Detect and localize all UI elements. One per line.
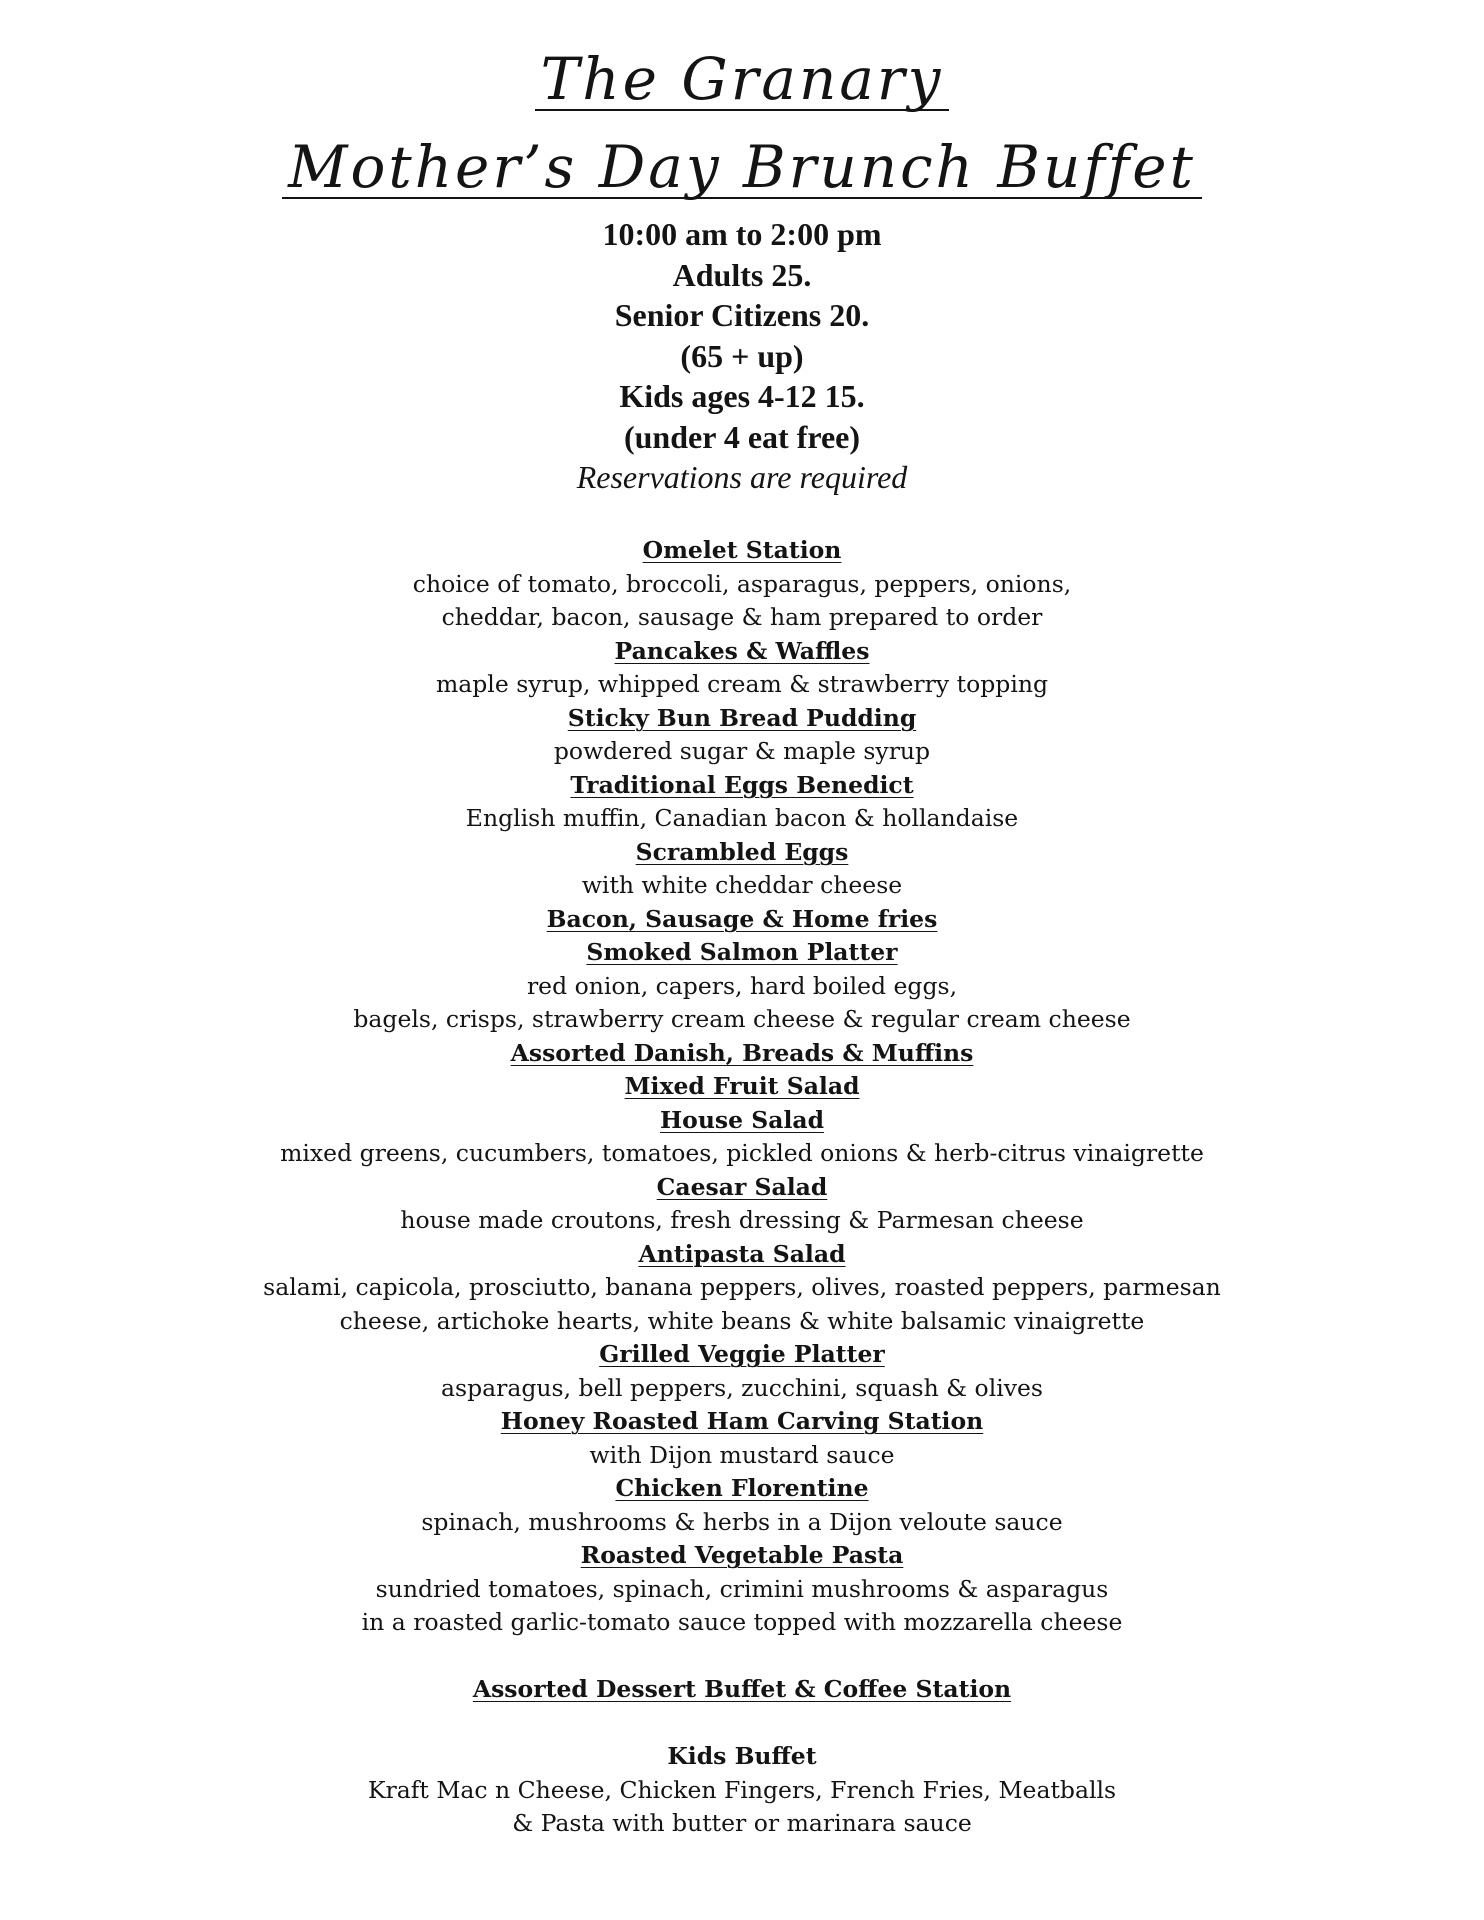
senior-age-note: (65 + up): [680, 337, 804, 374]
spacer: [0, 1640, 1484, 1674]
menu-sections: [0, 534, 1484, 1640]
menu-item-heading: Sticky Bun Bread Pudding: [567, 703, 917, 732]
menu-item-description: cheese, artichoke hearts, white beans & white balsamic vinaigrette: [339, 1306, 1145, 1335]
kids-buffet-heading: Kids Buffet: [667, 1742, 817, 1770]
menu-item-description: choice of tomato, broccoli, asparagus, peppers, onions,: [412, 569, 1072, 598]
menu-item-heading: Pancakes & Waffles: [614, 636, 870, 665]
menu-item-heading: Caesar Salad: [656, 1172, 828, 1201]
menu-item-heading: Smoked Salmon Platter: [586, 938, 898, 966]
menu-item-heading: House Salad: [659, 1105, 825, 1134]
menu-item-description: cheddar, bacon, sausage & ham prepared to order: [441, 603, 1043, 631]
menu-item-description: maple syrup, whipped cream & strawberry topping: [435, 670, 1049, 698]
spacer: [0, 1707, 1484, 1741]
menu-item-description: asparagus, bell peppers, zucchini, squash & olives: [441, 1373, 1043, 1402]
menu-item-description: house made croutons, fresh dressing & Parmesan cheese: [400, 1206, 1084, 1234]
menu-item-heading: Assorted Danish, Breads & Muffins: [510, 1038, 974, 1067]
menu-item-description: salami, capicola, prosciutto, banana peppers, olives, roasted peppers, parmesan: [263, 1273, 1221, 1301]
senior-price: Senior Citizens 20.: [614, 297, 870, 333]
menu-item-heading: Mixed Fruit Salad: [624, 1072, 860, 1100]
menu-item-description: mixed greens, cucumbers, tomatoes, pickled onions & herb-citrus vinaigrette: [280, 1139, 1204, 1167]
menu-item-description: powdered sugar & maple syrup: [553, 737, 931, 765]
menu-list: [0, 534, 1484, 1841]
menu-item-description: English muffin, Canadian bacon & hollandaise: [465, 804, 1019, 832]
menu-item-heading: Roasted Vegetable Pasta: [580, 1541, 904, 1569]
menu-item-description: bagels, crisps, strawberry cream cheese & regular cream cheese: [353, 1005, 1131, 1033]
kids-buffet-line: Kraft Mac n Cheese, Chicken Fingers, French Fries, Meatballs: [367, 1775, 1117, 1804]
kids-buffet-line: & Pasta with butter or marinara sauce: [512, 1809, 972, 1837]
menu-item-heading: Antipasta Salad: [638, 1239, 846, 1268]
menu-item-heading: Honey Roasted Ham Carving Station: [500, 1407, 984, 1435]
kids-free-note: (under 4 eat free): [623, 418, 861, 455]
menu-item-description: spinach, mushrooms & herbs in a Dijon veloute sauce: [421, 1507, 1063, 1536]
menu-item-heading: Scrambled Eggs: [635, 837, 849, 866]
menu-item-description: in a roasted garlic-tomato sauce topped with mozzarella cheese: [361, 1608, 1123, 1636]
hours: 10:00 am to 2:00 pm: [602, 216, 882, 252]
menu-item-description: sundried tomatoes, spinach, crimini mushrooms & asparagus: [375, 1574, 1109, 1603]
menu-item-heading: Bacon, Sausage & Home fries: [546, 904, 938, 933]
menu-item-heading: Chicken Florentine: [615, 1474, 869, 1502]
menu-item-heading: Traditional Eggs Benedict: [570, 770, 914, 799]
menu-item-description: with Dijon mustard sauce: [589, 1440, 895, 1469]
menu-item-description: red onion, capers, hard boiled eggs,: [526, 971, 958, 1000]
event-info: [0, 214, 1484, 498]
reservations-note: Reservations are required: [576, 459, 908, 495]
dessert-heading: Assorted Dessert Buffet & Coffee Station: [472, 1675, 1012, 1703]
menu-item-heading: Grilled Veggie Platter: [599, 1340, 885, 1368]
event-title: Mother’s Day Brunch Buffet: [0, 130, 1484, 204]
adult-price: Adults 25.: [672, 256, 812, 293]
menu-item-heading: Omelet Station: [642, 536, 842, 564]
menu-item-description: with white cheddar cheese: [581, 871, 903, 899]
restaurant-title: The Granary: [0, 42, 1484, 116]
kids-price: Kids ages 4-12 15.: [619, 378, 865, 414]
